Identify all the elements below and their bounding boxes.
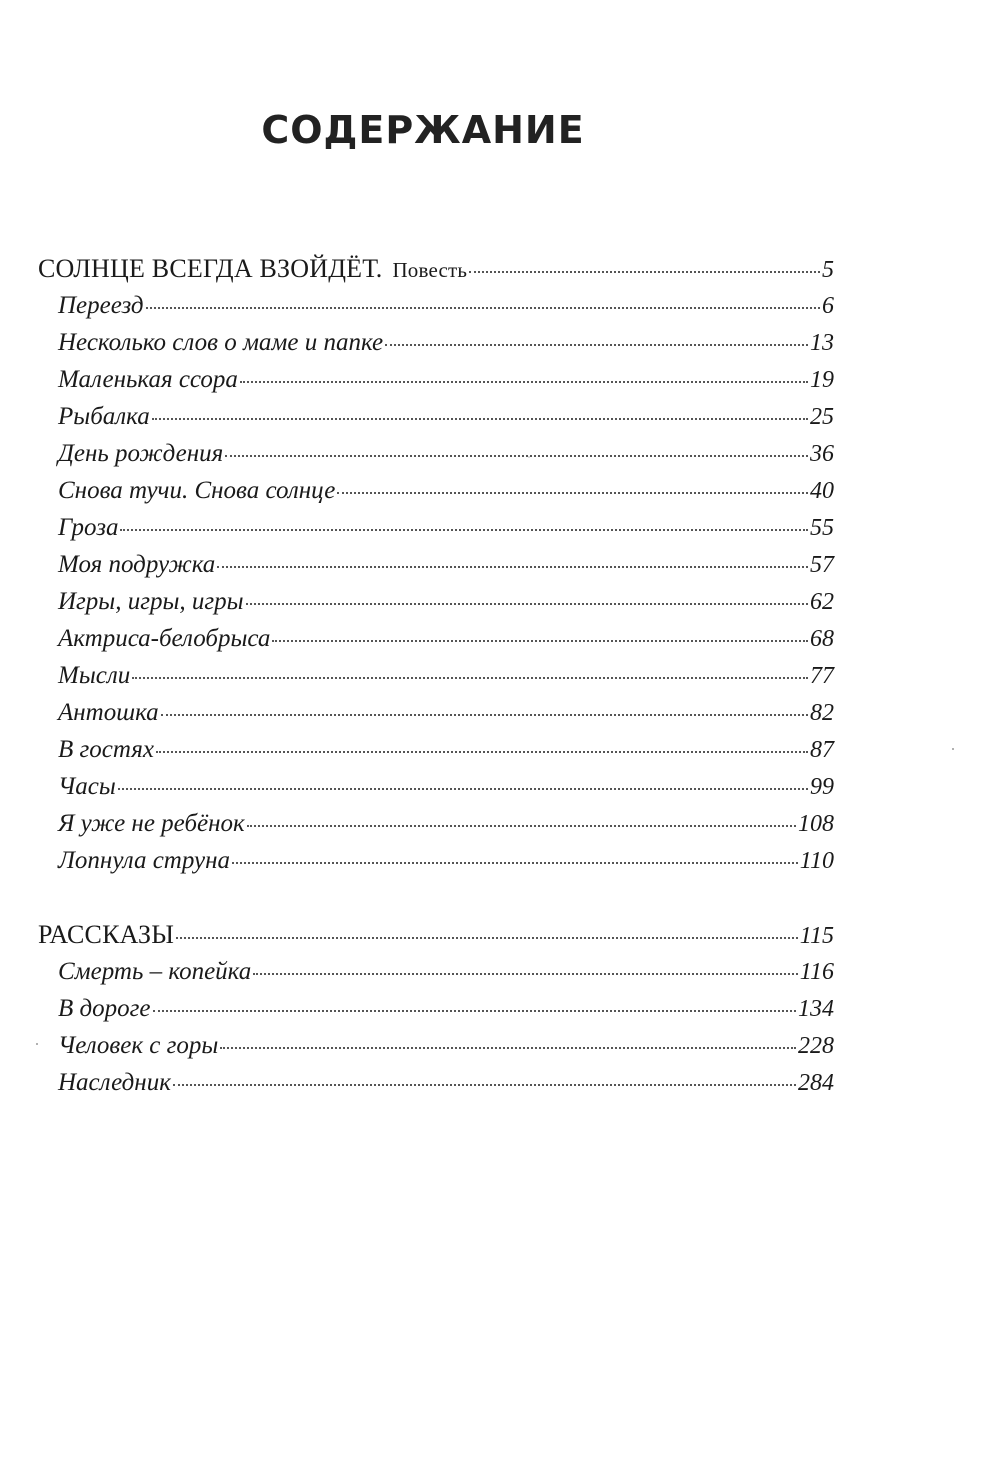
toc-entry: [38, 1027, 834, 1064]
table-of-contents: [38, 250, 834, 1101]
toc-entry: [38, 435, 834, 472]
toc-leader-dots: [153, 1010, 796, 1012]
toc-entry: [38, 805, 834, 842]
toc-entry-title: Смерть – копейка: [58, 958, 252, 985]
toc-entry-title: В гостях: [58, 736, 154, 763]
toc-entry: [38, 546, 834, 583]
toc-heading-label: [38, 250, 467, 289]
toc-leader-dots: [173, 1084, 796, 1086]
toc-entry-title: Несколько слов о маме и папке: [58, 329, 384, 356]
toc-page-number: 6: [822, 293, 834, 319]
toc-leader-dots: [247, 825, 796, 827]
toc-page-number: 116: [799, 959, 834, 985]
toc-leader-dots: [118, 788, 808, 790]
toc-page-number: 5: [822, 257, 834, 283]
toc-page-number: 19: [810, 367, 834, 393]
toc-entry-title: Антошка: [58, 699, 159, 726]
toc-entry: [38, 731, 834, 768]
toc-entry-title: Маленькая ссора: [58, 366, 238, 393]
toc-leader-dots: [225, 455, 808, 457]
toc-heading-title: РАССКАЗЫ: [38, 920, 175, 949]
toc-leader-dots: [132, 677, 808, 679]
toc-entry-title: Человек с горы: [58, 1032, 219, 1059]
toc-entry-title: Переезд: [58, 292, 144, 319]
toc-leader-dots: [120, 529, 808, 531]
toc-entry: [38, 509, 834, 546]
toc-entry: [38, 657, 834, 694]
toc-entry-title: Я уже не ребёнок: [58, 810, 245, 837]
toc-entry: [38, 583, 834, 620]
toc-leader-dots: [246, 603, 808, 605]
toc-leader-dots: [217, 566, 808, 568]
toc-entry-title: Моя подружка: [58, 551, 216, 578]
print-speck: [36, 1043, 38, 1045]
toc-entry: [38, 953, 834, 990]
toc-page-number: 134: [798, 996, 834, 1022]
toc-page-number: 115: [799, 923, 834, 949]
toc-entry: [38, 694, 834, 731]
toc-entry-title: Гроза: [58, 514, 119, 541]
toc-leader-dots: [272, 640, 808, 642]
toc-page-number: 25: [810, 404, 834, 430]
toc-leader-dots: [156, 751, 808, 753]
toc-heading-label: [38, 916, 174, 953]
toc-entry-title: Снова тучи. Снова солнце: [58, 477, 336, 504]
toc-leader-dots: [337, 492, 808, 494]
page-title: СОДЕРЖАНИЕ: [261, 108, 585, 152]
toc-entry: [38, 842, 834, 879]
toc-leader-dots: [240, 381, 808, 383]
toc-entry: [38, 324, 834, 361]
toc-section-stories: [38, 916, 834, 1101]
toc-entry-title: В дороге: [58, 995, 151, 1022]
toc-page-number: 108: [798, 811, 834, 837]
toc-heading-title: СОЛНЦЕ ВСЕГДА ВЗОЙДЁТ.: [38, 254, 383, 283]
toc-page-number: 13: [810, 330, 834, 356]
toc-leader-dots: [385, 344, 808, 346]
toc-heading-subtitle: Повесть: [392, 258, 468, 282]
toc-page-number: 82: [810, 700, 834, 726]
toc-entry: [38, 620, 834, 657]
toc-entry: [38, 472, 834, 509]
toc-page-number: 36: [810, 441, 834, 467]
toc-entry: [38, 361, 834, 398]
toc-page-number: 68: [810, 626, 834, 652]
toc-leader-dots: [161, 714, 808, 716]
toc-page-number: 62: [810, 589, 834, 615]
toc-entry: [38, 990, 834, 1027]
toc-page-number: 77: [810, 663, 834, 689]
toc-entry-title: Рыбалка: [58, 403, 150, 430]
toc-section-heading: [38, 916, 834, 953]
toc-entry: [38, 768, 834, 805]
toc-leader-dots: [469, 271, 820, 273]
toc-entry: [38, 1064, 834, 1101]
toc-entry-title: День рождения: [58, 440, 224, 467]
toc-entry-title: Наследник: [58, 1069, 171, 1096]
toc-section-heading: [38, 250, 834, 287]
toc-page-number: 99: [810, 774, 834, 800]
toc-leader-dots: [253, 973, 798, 975]
toc-section-story: [38, 250, 834, 879]
toc-page-number: 110: [799, 848, 834, 874]
toc-leader-dots: [152, 418, 808, 420]
toc-page-number: 57: [810, 552, 834, 578]
toc-page-number: 284: [798, 1070, 834, 1096]
toc-leader-dots: [146, 307, 820, 309]
toc-leader-dots: [220, 1047, 796, 1049]
toc-leader-dots: [232, 862, 798, 864]
toc-leader-dots: [176, 937, 798, 939]
toc-page-number: 55: [810, 515, 834, 541]
toc-entry-title: Мысли: [58, 662, 131, 689]
toc-page-number: 40: [810, 478, 834, 504]
toc-page-number: 87: [810, 737, 834, 763]
toc-entry-title: Игры, игры, игры: [58, 588, 244, 615]
toc-entry: [38, 398, 834, 435]
toc-page-number: 228: [798, 1033, 834, 1059]
toc-entry-title: Актриса-белобрыса: [58, 625, 271, 652]
toc-entry: [38, 287, 834, 324]
toc-entry-title: Часы: [58, 773, 116, 800]
toc-entry-title: Лопнула струна: [58, 847, 231, 874]
print-speck: [952, 748, 954, 750]
print-speck: [528, 456, 530, 458]
